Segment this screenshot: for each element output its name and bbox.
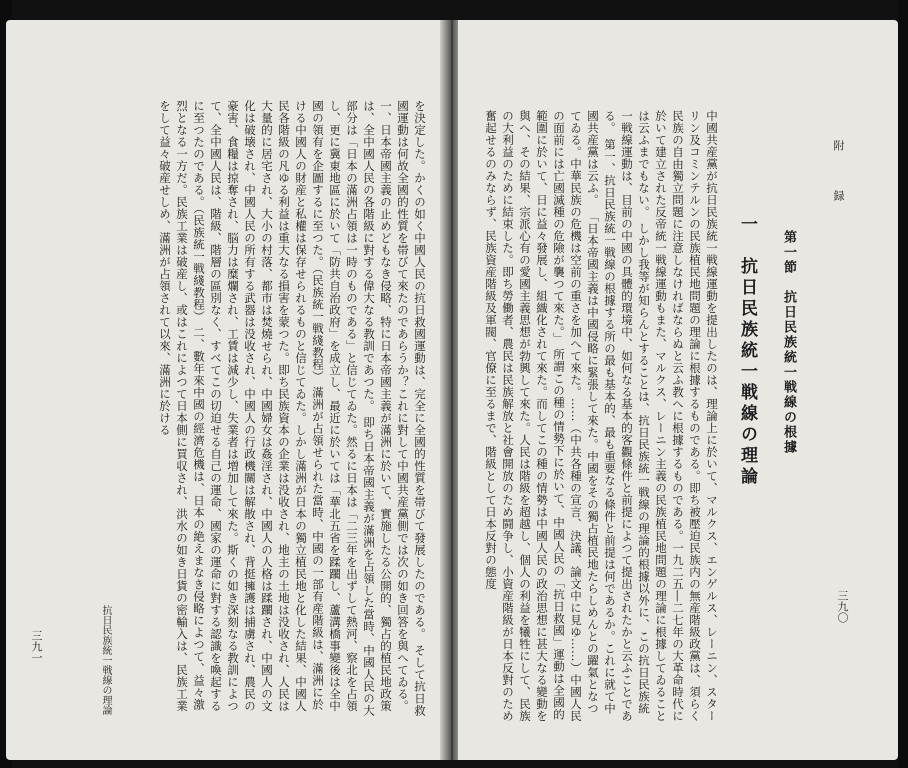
chapter-title: 一 抗日民族統一戦線の理論 [737, 215, 757, 488]
right-page-body: 中國共産黨が抗日民族統一戦線運動を提出したのは、理論上に於いて、マルクス、エンゲルス、レーニン、スターリン及コミンテルンの民族植民地問題の理論に根據するものである。即ち被壓迫民族内の無産階級政黨は、須らく民族の自由獨立問題に注意しなければならぬと云ふ教へに根據するものである。一九二五―二七年の大革命時代に於いて建立された反帝統一戦線運動もまた、マルクス、レーニン主義の民族植民地問題の理論に根據してゐることは云ふまでもない。 しかし我等が知らんとすることは、抗日民族統一戦線の理論的根據以外に、この抗日民族統一戦線運動は、目前の中國の具體的環境中、如何なる基本的客觀條件と前提によつて提出されたかと云ふことである。 第一、抗日民族統一戦線の根據する所の最も基本的、最も重要なる條件と前提は何であるか。これに就て中國共産黨は云ふ。 「日本帝國主義は中國侵略に緊張して來た。中國をその獨占植民地たらしめんとの躍氣となつてゐる。中華民族の危機は空前の重さを加へて來た。……（中共各種の宣言、決議、論文中に見ゆ……）中國人民の面前には亡國滅種の危險が襲つて來た。」 所謂この種の情勢下に於いて、中國人民の「抗日救國」運動は全國的範圍に於いて、日に益々發展し、組織化されて來た。而してこの種の情勢は中國人民の政治思想に甚大なる變動を與へ、その結果、宗派心有の愛國主義思想が勃興して來た。人民は階級を超越し、個人の利益を犧牲にして、民族の大利益のために結束した。即ち勞働者、農民は民族解放と社會開放のため闘争し、小資産階級が日本反對のため奮起せるのみならず、民族資産階級及軍閥、官僚に至るまで、階級として日本反對の態度 [484, 110, 719, 722]
left-page-folio: 抗日民族統一戦線の理論 [100, 605, 111, 715]
left-page-body: を決定した。かくの如く中國人民の抗日救國運動は、完全に全國的性質を帯びて發展したのである。 そして抗日救國運動は何故全國的性質を帯びて來たのであらうか？これに對して中國共産黨側では次の如き回答を與へてゐる。 一、日本帝國主義の止めどもなき侵略、特に日本帝國主義が滿洲に於いて、實施したる公開的、獨占的植民地政策は、全中國人民の各階級に對する偉大なる教訓であつた。 即ち日本帝國主義が滿洲を占領した當時、中國人民の大部分は「日本の滿洲占領は一時のものである」と信じてゐた。然るに日本は「二三年を出ずして熱河、察北を占領し、更に冀東地區に於いて「防共自治政府」を成立し、最近に於いては「華北五省を蹂躙し、蘆溝橋事變後は全中國の領有を企圖するに至つた。（民族統一戦綫教程） 滿洲が占領せられた當時、中國の一部有産階級は、滿洲に於ける中國人の財産と私權は保存せられるものと信じてゐた。しかし滿洲が日本の獨立植民地と化した結果、中國人民各階級の凡ゆる利益は重大なる損害を蒙つた。即ち民族資本の企業は没收され、地主の土地は没收され、人民は大量的に居宅され、大小の村落、都市は焚燒せられ、中國婦女は姦淫され、中國人の人格は蹂躙され、中國人の文化は破壊され、中國人民の所有する武器は没收され、中國人の行政機關は解散され、背挺擁護は捕虜され、農民の豪害、食糧は掠奪され、脳力は糜爛され、工賃は減少し、失業者は増加して來た。斯くの如き深刻なる教訓によつて、全中國人民は、階級、階層の區別なく、すべてこの切迫せる自己の運命、國家の運命に對する認識を喚起するに至つたのである。（民族統一戦綫教程） 二、數年來中國の經濟危機は、日本の絶えまなき侵略によつて、益々激烈となる一方だ。民族工業は破産し、或はこれによつて日本側に買収され、洪水の如き日貨の密輸入は、民族工業をして益々破産せしめ、滿洲が占領されて以來、滿洲に於ける [158, 100, 427, 717]
section-heading: 第一節 抗日民族統一戦線の根據 [781, 230, 796, 455]
right-page [458, 20, 898, 760]
left-page-number: 三九一 [30, 630, 43, 663]
scan-edge-right [898, 0, 908, 768]
left-page [6, 20, 446, 760]
right-page-number: 三九〇 [836, 590, 849, 623]
right-page-running-head: 附 録 [832, 140, 845, 215]
